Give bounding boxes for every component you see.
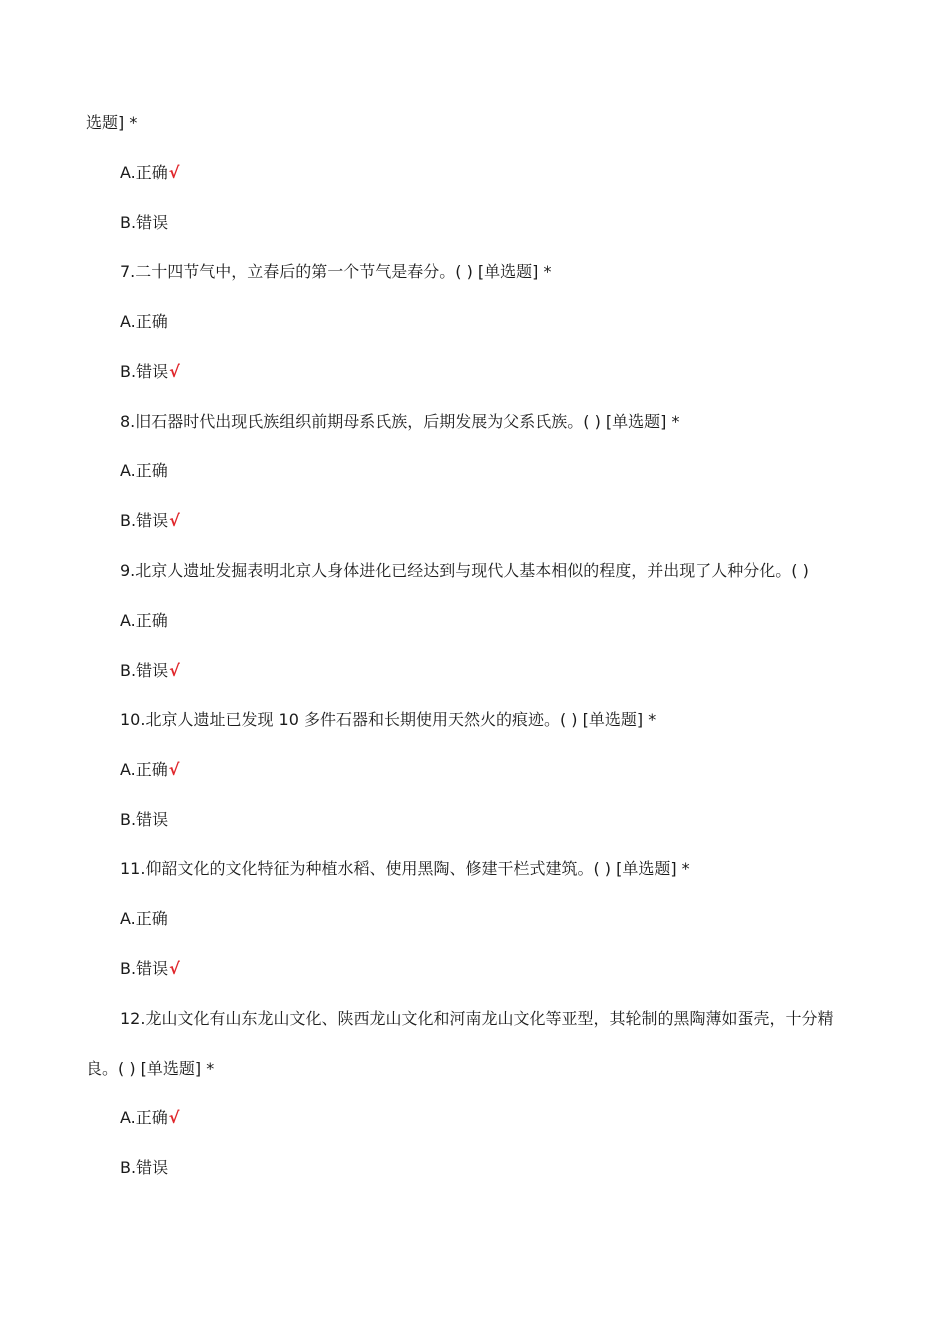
q7-option-b xyxy=(120,361,180,383)
question-10 xyxy=(120,709,656,731)
question-text: 7.二十四节气中，立春后的第一个节气是春分。( ) [单选题] * xyxy=(120,262,552,281)
q9-option-b xyxy=(120,660,180,682)
q11-option-a xyxy=(120,908,168,930)
option-text: A.正确 xyxy=(120,312,168,331)
question-8 xyxy=(120,411,680,433)
q12-option-b xyxy=(120,1157,168,1179)
question-12-continuation xyxy=(86,1058,214,1080)
q6-option-b xyxy=(120,212,168,234)
option-text: B.错误 xyxy=(120,661,169,680)
question-text: 8.旧石器时代出现氏族组织前期母系氏族，后期发展为父系氏族。( ) [单选题] * xyxy=(120,412,680,431)
option-text: A.正确 xyxy=(120,909,168,928)
check-mark-icon: √ xyxy=(169,362,180,381)
question-text: 9.北京人遗址发掘表明北京人身体进化已经达到与现代人基本相似的程度，并出现了人种分化。( ) xyxy=(120,561,809,580)
question-6-continuation xyxy=(86,112,137,134)
check-mark-icon: √ xyxy=(168,1108,180,1127)
option-text: A.正确 xyxy=(120,461,168,480)
q10-option-a xyxy=(120,759,179,781)
option-text: B.错误 xyxy=(120,213,169,232)
question-9 xyxy=(120,560,809,582)
option-text: B.错误 xyxy=(120,1158,169,1177)
question-7 xyxy=(120,261,552,283)
question-text: 11.仰韶文化的文化特征为种植水稻、使用黑陶、修建干栏式建筑。( ) [单选题] * xyxy=(120,859,690,878)
question-text: 10.北京人遗址已发现 10 多件石器和长期使用天然火的痕迹。( ) [单选题] * xyxy=(120,710,657,729)
q11-option-b xyxy=(120,958,180,980)
q8-option-a xyxy=(120,460,168,482)
option-text: A.正确 xyxy=(120,611,168,630)
q6-option-a xyxy=(120,162,179,184)
q12-option-a xyxy=(120,1107,179,1129)
question-text: 12.龙山文化有山东龙山文化、陕西龙山文化和河南龙山文化等亚型，其轮制的黑陶薄如蛋壳，十分精 xyxy=(120,1009,834,1028)
question-11 xyxy=(120,858,690,880)
option-text: A.正确 xyxy=(120,760,168,779)
line-text: 选题] * xyxy=(86,113,138,132)
question-12 xyxy=(120,1008,833,1030)
check-mark-icon: √ xyxy=(169,511,180,530)
check-mark-icon: √ xyxy=(169,661,180,680)
option-text: A.正确 xyxy=(120,163,168,182)
q7-option-a xyxy=(120,311,168,333)
option-text: B.错误 xyxy=(120,362,169,381)
option-text: A.正确 xyxy=(120,1108,168,1127)
check-mark-icon: √ xyxy=(168,760,180,779)
check-mark-icon: √ xyxy=(168,163,180,182)
q10-option-b xyxy=(120,809,168,831)
option-text: B.错误 xyxy=(120,511,169,530)
q8-option-b xyxy=(120,510,180,532)
option-text: B.错误 xyxy=(120,810,169,829)
check-mark-icon: √ xyxy=(169,959,180,978)
option-text: B.错误 xyxy=(120,959,169,978)
question-text: 良。( ) [单选题] * xyxy=(86,1059,215,1078)
q9-option-a xyxy=(120,610,168,632)
